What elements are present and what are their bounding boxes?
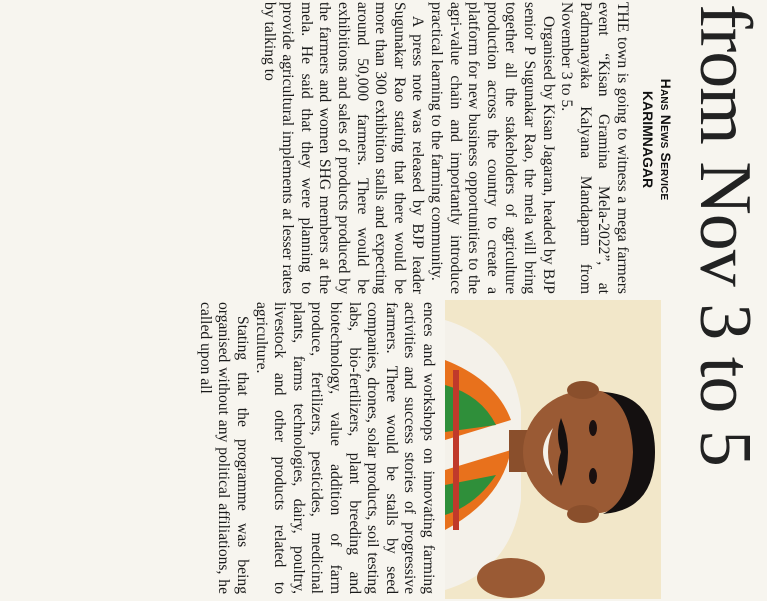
byline-service: Hans News Service (658, 78, 674, 201)
article-paragraph: ences and workshops on innovating farming activities and success stories of progressive farmers. There would be stalls by seed companies, drones, solar products, soil testing labs, bio-fertilizers, plant breeding and biotechnology, value addition of farm produce, fertilizers, pesticides, medicinal plants, farms technologies, dairy, poultry, livestock and other products related to agriculture. (252, 302, 437, 594)
byline-location: KARIMNAGAR (640, 90, 656, 189)
article-paragraph: A press note was released by BJP leader Sugunakar Rao stating that there would be more than 300 exhibition stalls and expecting around 50,000 farmers. There would be exhibitions and sales of products produced by the farmers and women SHG members at the mela. He said that they were planning to provide agricultural implements at lesser rates by talking to (260, 2, 427, 294)
article-paragraph: Organised by Kisan Jagaran, headed by BJP senior P Sugunakar Rao, the mela will bring together all the stakeholders of agriculture production across the country to create a platform for new business opportunities to the agri-value chain and importantly introduce practical learning to the farming community. (428, 2, 557, 294)
article-paragraph: Stating that the programme was being organised without any political affiliations, he called upon all (196, 302, 252, 594)
byline (639, 2, 675, 277)
article-column-1 (259, 2, 631, 294)
article-column-2 (195, 302, 437, 594)
headline: from Nov 3 to 5 (684, 4, 766, 466)
portrait-photo (445, 300, 661, 599)
article-paragraph: THE town is going to witness a mega farmers event “Kisan Gramina Mela-2022”, at Padmanayaka Kalyana Mandapam from November 3 to 5. (558, 2, 631, 294)
portrait-illustration (445, 300, 661, 599)
